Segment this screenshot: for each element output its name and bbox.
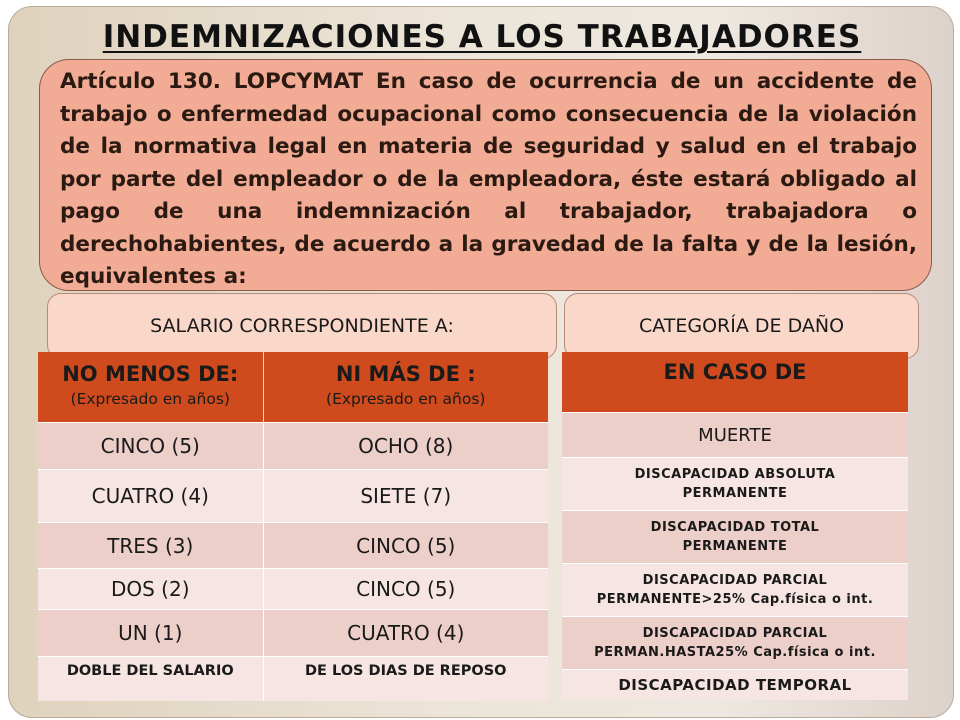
max-years-cell: CUATRO (4) [263,610,548,657]
table-row [38,523,548,569]
min-years-cell: CUATRO (4) [38,470,263,523]
table-row [562,617,908,670]
table-row [38,423,548,470]
column-header-min-sub: (Expresado en años) [70,390,230,408]
column-header-max [263,352,548,423]
table-row [38,470,548,523]
damage-table [562,352,908,700]
damage-category-header: CATEGORÍA DE DAÑO [564,293,919,359]
damage-category-line1: DISCAPACIDAD TOTAL [650,520,820,535]
min-years-cell: DOS (2) [38,569,263,610]
salary-table [38,352,548,701]
damage-category-line1: DISCAPACIDAD PARCIAL [642,573,828,588]
damage-category-cell [562,458,908,511]
column-header-min-label: NO MENOS DE: [62,362,239,386]
table-row [38,610,548,657]
damage-category-line2: PERMAN.HASTA25% Cap.física o int. [594,645,876,660]
damage-category-cell [562,511,908,564]
damage-category-cell [562,670,908,701]
max-years-cell: SIETE (7) [263,470,548,523]
salary-header: SALARIO CORRESPONDIENTE A: [47,293,557,359]
damage-category-line2: PERMANENTE [682,539,788,554]
min-years-cell: TRES (3) [38,523,263,569]
damage-category-cell [562,413,908,458]
min-years-cell: UN (1) [38,610,263,657]
table-row [38,569,548,610]
table-row [562,670,908,701]
damage-table-header-row [562,352,908,413]
table-row [562,458,908,511]
max-years-cell: OCHO (8) [263,423,548,470]
article-text-box: Artículo 130. LOPCYMAT En caso de ocurrencia de un accidente de trabajo o enfermedad ocupacional como consecuencia de la violación de la normativa legal en materia de seguridad y salud en el trabajo por parte del empleador o de la empleadora, éste estará obligado al pago de una indemnización al trabajador, trabajadora o derechohabientes, de acuerdo a la gravedad de la falta y de la lesión, equivalentes a: [39,59,932,291]
damage-category-line1: DISCAPACIDAD PARCIAL [642,626,828,641]
salary-table-header-row [38,352,548,423]
damage-category-line2: PERMANENTE>25% Cap.física o int. [596,592,874,607]
table-row [562,413,908,458]
damage-category-line1: DISCAPACIDAD ABSOLUTA [634,467,836,482]
damage-category-line1: MUERTE [698,424,772,446]
damage-category-line1: DISCAPACIDAD TEMPORAL [618,675,852,694]
column-header-min [38,352,263,423]
table-row [562,511,908,564]
damage-category-line2: PERMANENTE [682,486,788,501]
table-row [38,657,548,702]
max-years-cell: CINCO (5) [263,523,548,569]
max-years-cell: DE LOS DIAS DE REPOSO [263,657,548,702]
column-header-max-sub: (Expresado en años) [326,390,486,408]
min-years-cell: CINCO (5) [38,423,263,470]
min-years-cell: DOBLE DEL SALARIO [38,657,263,702]
damage-category-cell [562,564,908,617]
column-header-case-label: EN CASO DE [663,360,807,384]
page-title: INDEMNIZACIONES A LOS TRABAJADORES [102,19,862,55]
column-header-max-label: NI MÁS DE : [335,362,476,386]
column-header-case [562,352,908,413]
table-row [562,564,908,617]
damage-category-cell [562,617,908,670]
max-years-cell: CINCO (5) [263,569,548,610]
